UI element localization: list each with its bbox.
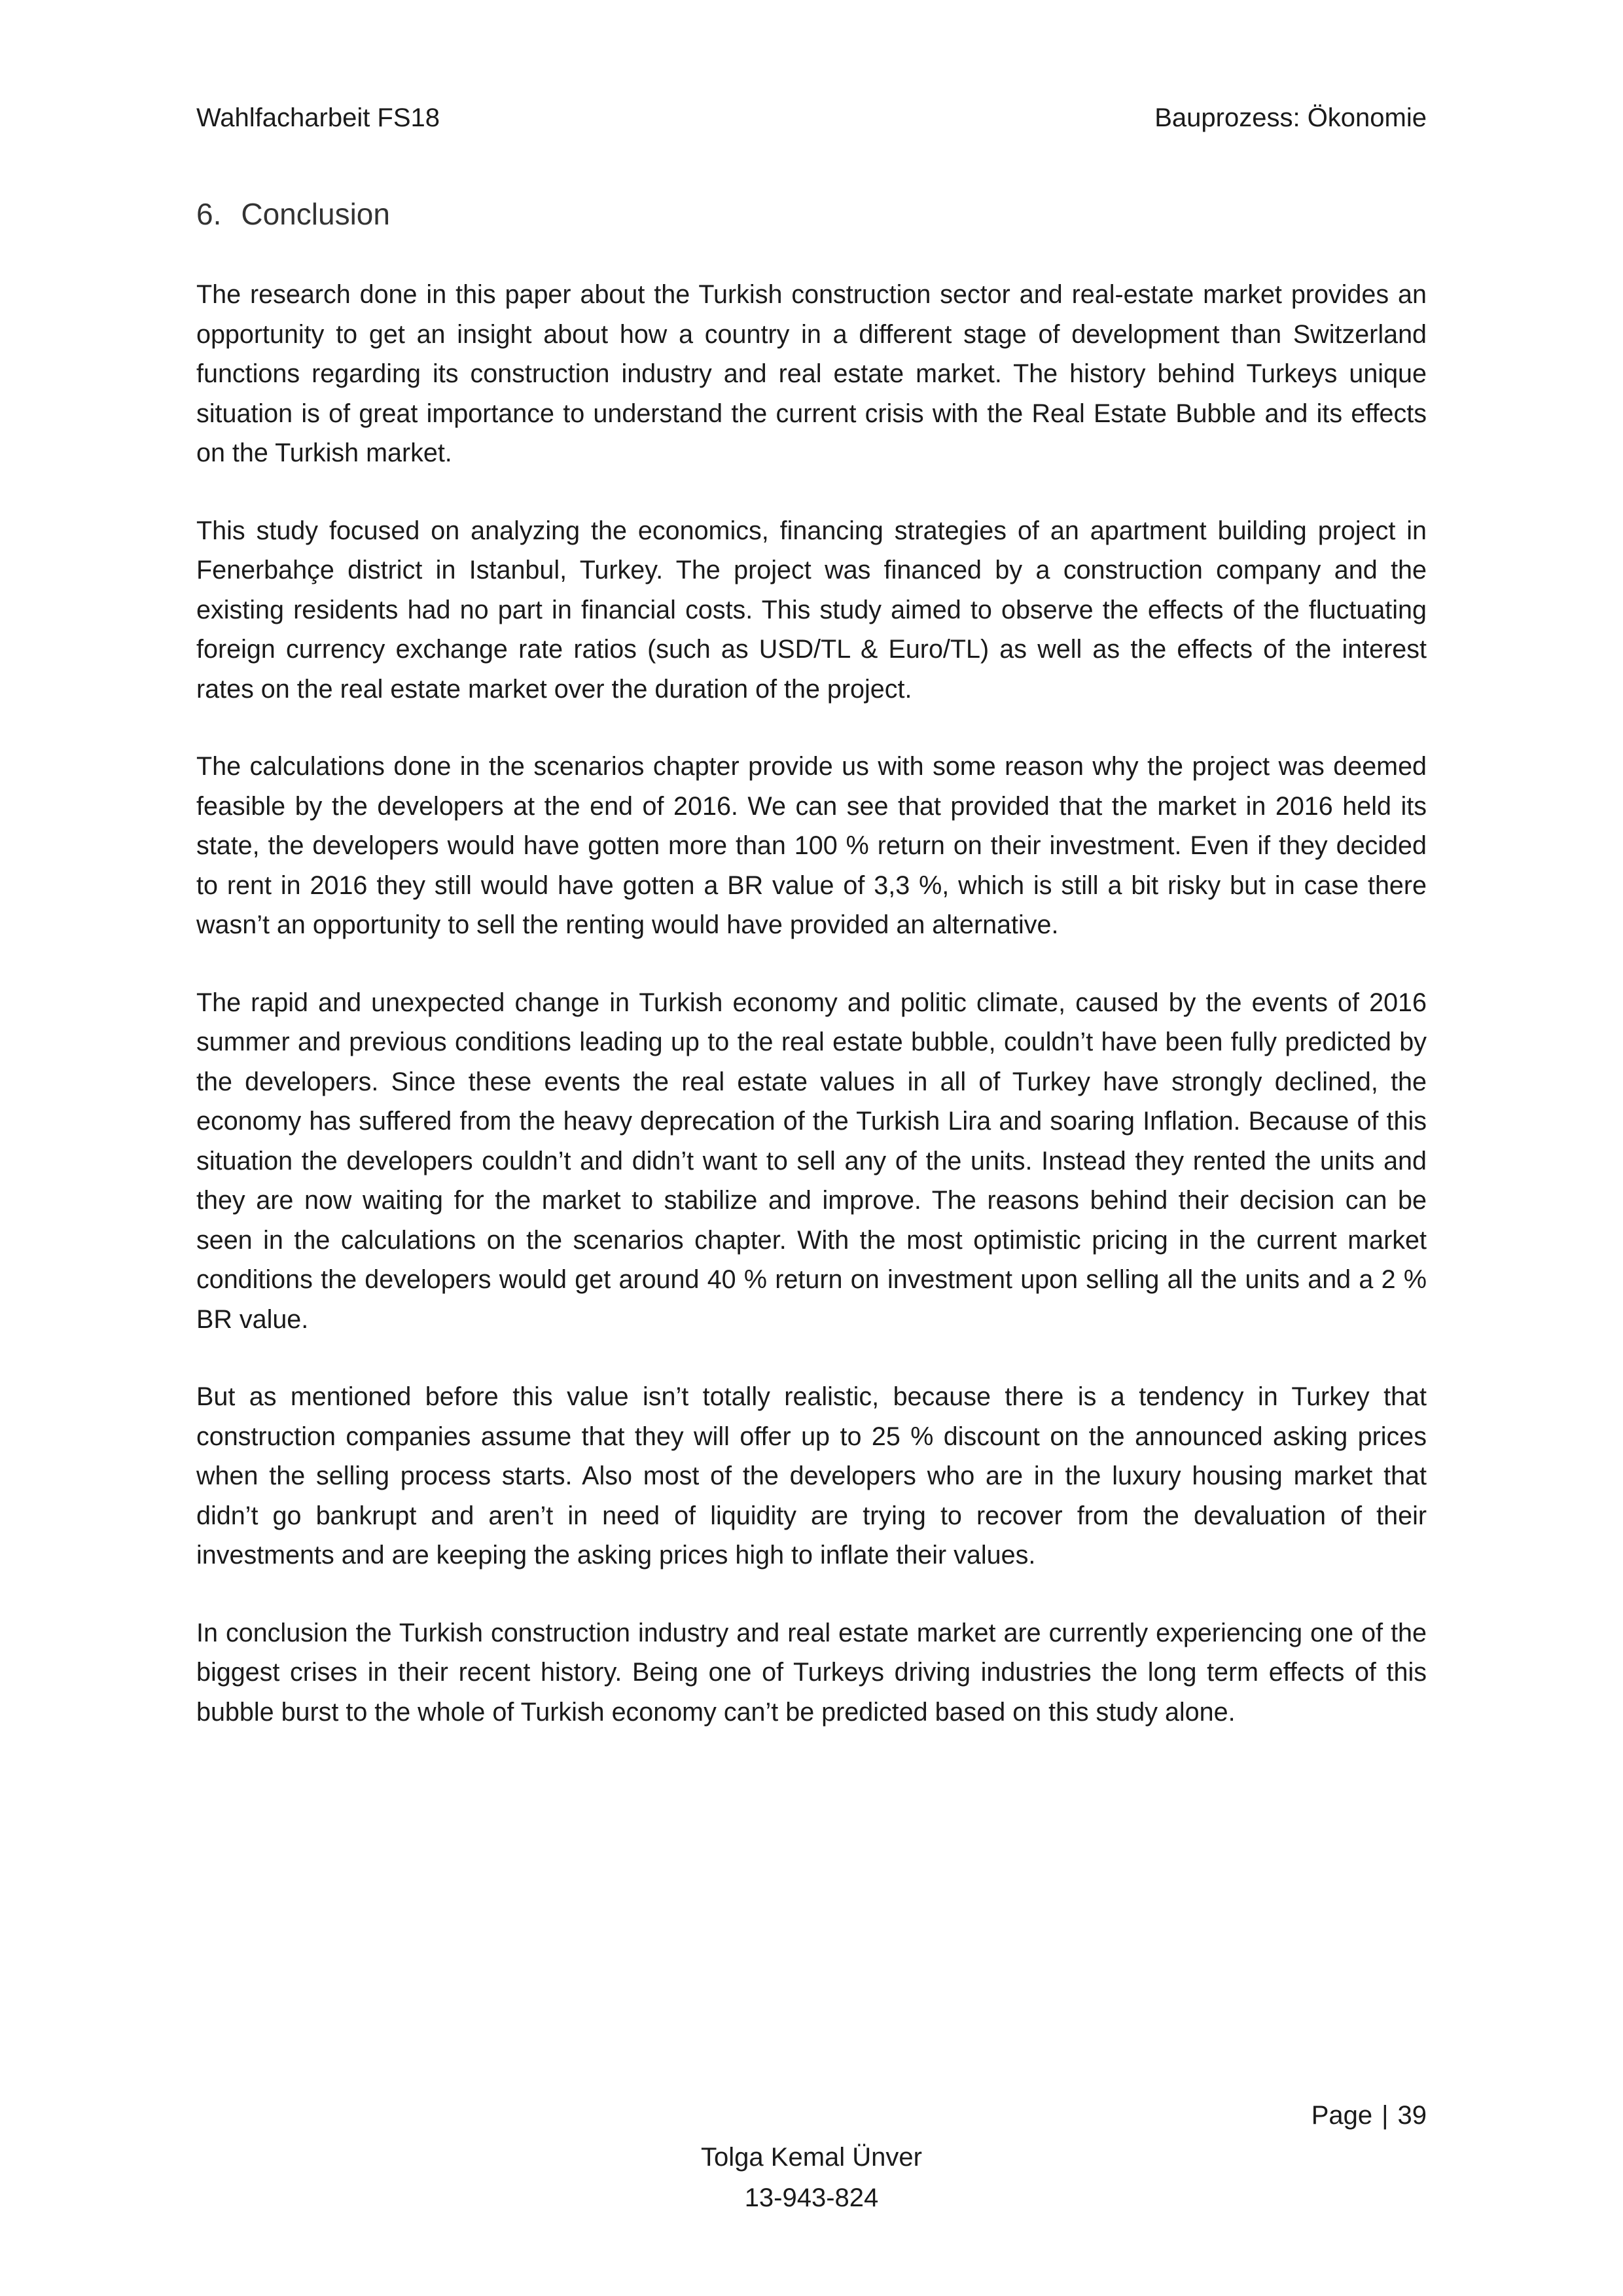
page-number <box>1311 2101 1427 2130</box>
page-value: 39 <box>1397 2101 1427 2130</box>
header-subject: Bauprozess: Ökonomie <box>1154 103 1427 132</box>
paragraph-intro: The research done in this paper about the Turkish construction sector and real-estate market provides an opportunity to get an insight about how a country in a different stage of development than Switzerland functions regarding its construction industry and real estate market. The history behind Turkeys unique situation is of great importance to understand the current crisis with the Real Estate Bubble and its effects on the Turkish market. <box>196 280 1427 467</box>
paragraph-discount-tendency: But as mentioned before this value isn’t totally realistic, because there is a tendency in Turkey that construction companies assume that they will offer up to 25 % discount on the announced asking prices when the selling process starts. Also most of the developers who are in the luxury housing market that didn’t go bankrupt and aren’t in need of liquidity are trying to recover from the devaluation of their investments and are keeping the asking prices high to inflate their values. <box>196 1382 1427 1570</box>
body-text <box>196 275 1427 1770</box>
page-footer <box>0 2137 1623 2218</box>
page-header <box>196 98 1427 137</box>
footer-author: Tolga Kemal Ünver <box>701 2143 922 2172</box>
footer-student-id: 13-943-824 <box>744 2183 879 2212</box>
section-title: Conclusion <box>241 197 390 231</box>
paragraph-conclusion: In conclusion the Turkish construction industry and real estate market are currently experiencing one of the biggest crises in their recent history. Being one of Turkeys driving industries the long term effects of this bubble burst to the whole of Turkish economy can’t be predicted based on this study alone. <box>196 1618 1427 1727</box>
paragraph-calculations: The calculations done in the scenarios chapter provide us with some reason why the project was deemed feasible by the developers at the end of 2016. We can see that provided that the market in 2016 held its state, the developers would have gotten more than 100 % return on their investment. Even if they decided to rent in 2016 they still would have gotten a BR value of 3,3 %, which is still a bit risky but in case there wasn’t an opportunity to sell the renting would have provided an alternative. <box>196 752 1427 939</box>
page-label: Page <box>1311 2101 1373 2130</box>
section-heading <box>196 196 390 232</box>
page-separator: | <box>1382 2101 1389 2130</box>
section-number: 6. <box>196 197 222 231</box>
header-course: Wahlfacharbeit FS18 <box>196 103 440 132</box>
paragraph-economic-change: The rapid and unexpected change in Turkish economy and politic climate, caused by the events of 2016 summer and previous conditions leading up to the real estate bubble, couldn’t have been fully predicted by the developers. Since these events the real estate values in all of Turkey have strongly declined, the economy has suffered from the heavy deprecation of the Turkish Lira and soaring Inflation. Because of this situation the developers couldn’t and didn’t want to sell any of the units. Instead they rented the units and they are now waiting for the market to stabilize and improve. The reasons behind their decision can be seen in the calculations on the scenarios chapter. With the most optimistic pricing in the current market conditions the developers would get around 40 % return on investment upon selling all the units and a 2 % BR value. <box>196 988 1427 1334</box>
paragraph-study-focus: This study focused on analyzing the economics, financing strategies of an apartment building project in Fenerbahçe district in Istanbul, Turkey. The project was financed by a construction company and the existing residents had no part in financial costs. This study aimed to observe the effects of the fluctuating foreign currency exchange rate ratios (such as USD/TL & Euro/TL) as well as the effects of the interest rates on the real estate market over the duration of the project. <box>196 516 1427 704</box>
